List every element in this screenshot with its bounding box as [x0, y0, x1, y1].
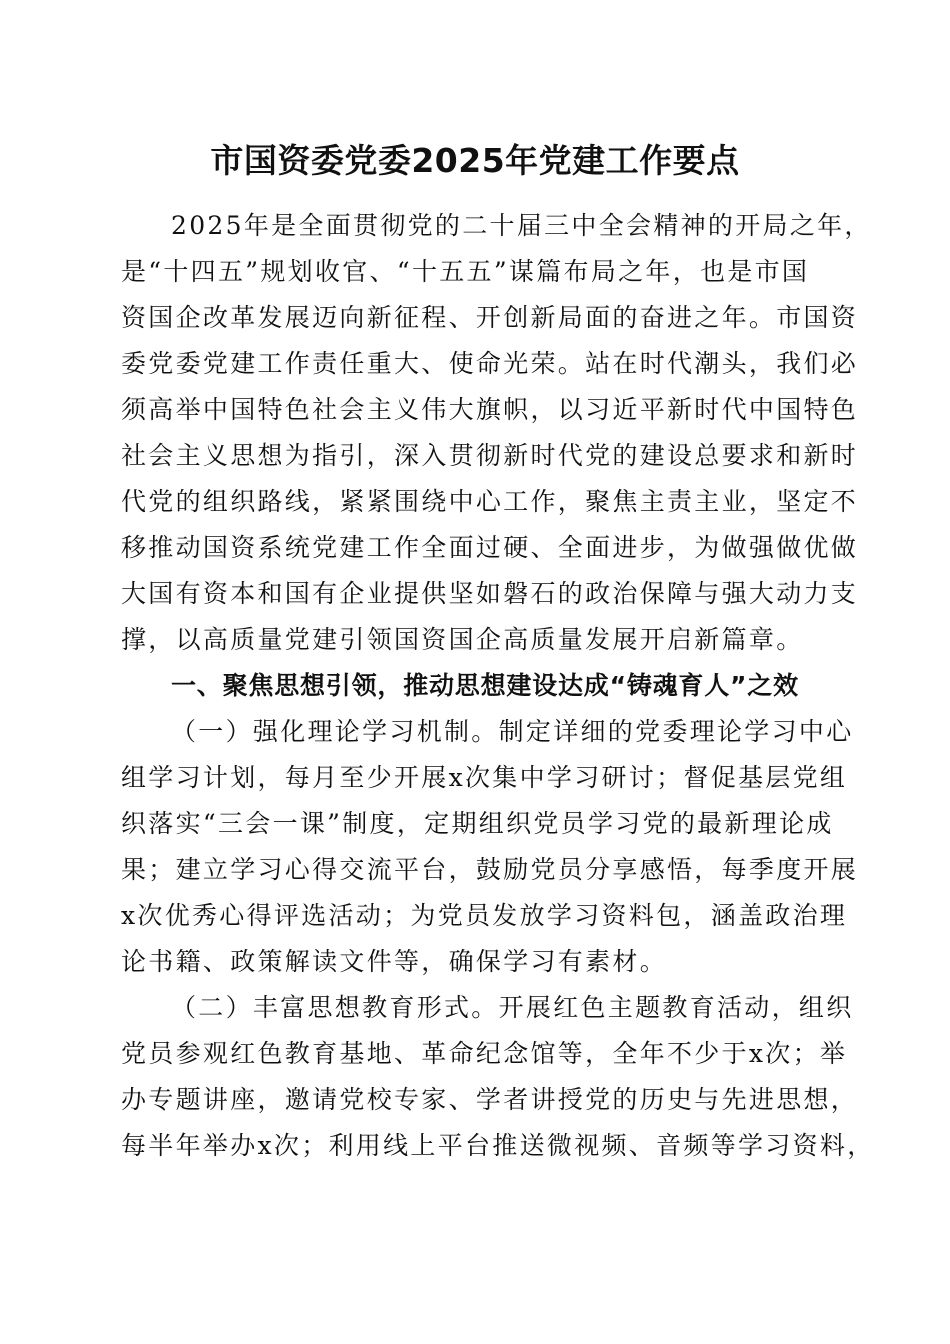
- paragraph-line: 组学习计划，每月至少开展x次集中学习研讨；督促基层党组: [121, 763, 848, 792]
- document-body: [121, 203, 875, 1169]
- paragraph-line: 论书籍、政策解读文件等，确保学习有素材。: [121, 947, 668, 976]
- paragraph-line: 织落实“三会一课”制度，定期组织党员学习党的最新理论成: [121, 809, 834, 838]
- paragraph-line: x次优秀心得评选活动；为党员发放学习资料包，涵盖政治理: [121, 901, 848, 930]
- document-title: 市国资委党委2025年党建工作要点: [210, 141, 740, 180]
- paragraph-line: 每半年举办x次；利用线上平台推送微视频、音频等学习资料，: [121, 1131, 875, 1160]
- intro-line: 社会主义思想为指引，深入贯彻新时代党的建设总要求和新时: [121, 441, 859, 470]
- intro-line: 移推动国资系统党建工作全面过硬、全面进步，为做强做优做: [121, 533, 859, 562]
- intro-line: 是“十四五”规划收官、“十五五”谋篇布局之年，也是市国: [121, 257, 810, 286]
- paragraph-line: （二）丰富思想教育形式。开展红色主题教育活动，组织: [171, 993, 854, 1022]
- intro-line: 2025年是全面贯彻党的二十届三中全会精神的开局之年，: [171, 211, 872, 240]
- intro-line: 代党的组织路线，紧紧围绕中心工作，聚焦主责主业，坚定不: [121, 487, 859, 516]
- intro-line: 撑，以高质量党建引领国资国企高质量发展开启新篇章。: [121, 625, 804, 654]
- paragraph-line: 果；建立学习心得交流平台，鼓励党员分享感悟，每季度开展: [121, 855, 859, 884]
- section-heading: 一、聚焦思想引领，推动思想建设达成“铸魂育人”之效: [171, 671, 799, 700]
- intro-line: 须高举中国特色社会主义伟大旗帜，以习近平新时代中国特色: [121, 395, 859, 424]
- intro-line: 委党委党建工作责任重大、使命光荣。站在时代潮头，我们必: [121, 349, 859, 378]
- paragraph-line: （一）强化理论学习机制。制定详细的党委理论学习中心: [171, 717, 854, 746]
- paragraph-line: 党员参观红色教育基地、革命纪念馆等，全年不少于x次；举: [121, 1039, 848, 1068]
- intro-line: 大国有资本和国有企业提供坚如磐石的政治保障与强大动力支: [121, 579, 859, 608]
- intro-line: 资国企改革发展迈向新征程、开创新局面的奋进之年。市国资: [121, 303, 859, 332]
- paragraph-line: 办专题讲座，邀请党校专家、学者讲授党的历史与先进思想，: [121, 1085, 859, 1114]
